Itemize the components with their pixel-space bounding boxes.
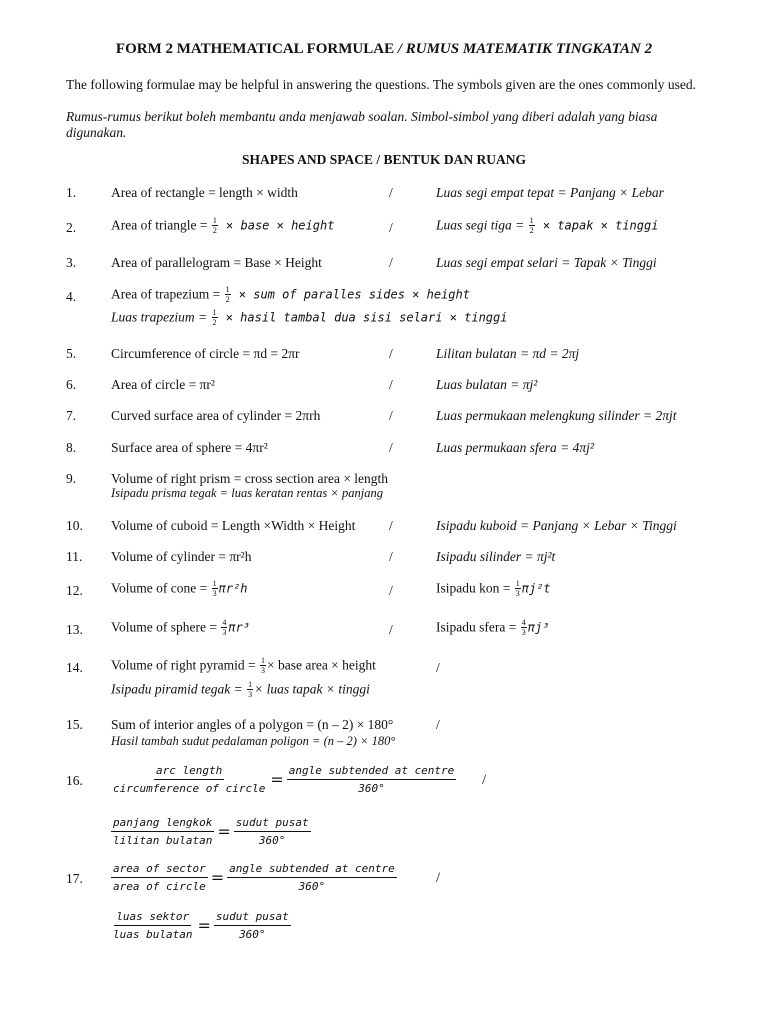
formula-malay: Luas permukaan sfera = 4πj² xyxy=(436,440,594,455)
formula-number: 6. xyxy=(66,377,77,392)
formula-english xyxy=(111,285,470,304)
formula-number: 9. xyxy=(66,471,77,486)
formula-text: Area of triangle = xyxy=(111,217,211,233)
formula-number: 7. xyxy=(66,408,77,423)
intro-english: The following formulae may be helpful in answering the questions. The symbols given are the ones commonly used. xyxy=(66,77,696,92)
formula-english: Surface area of sphere = 4πr² xyxy=(111,440,268,455)
ratio-english xyxy=(111,860,397,895)
formula-malay xyxy=(111,308,507,327)
formula-english: Area of circle = πr² xyxy=(111,377,215,392)
formula-number: 4. xyxy=(66,289,77,304)
fraction-denominator: 2 xyxy=(529,226,534,235)
fraction-numerator: area of sector xyxy=(111,860,208,878)
fraction-numerator: 1 xyxy=(248,680,253,689)
formula-malay xyxy=(111,680,370,699)
fraction-numerator: 1 xyxy=(212,308,217,317)
formula-english: Circumference of circle = πd = 2πr xyxy=(111,346,300,361)
formula-text: × tapak × tinggi xyxy=(535,218,659,233)
formula-text: πr²h xyxy=(218,581,248,596)
formula-number: 16. xyxy=(66,773,83,788)
fraction-numerator: arc length xyxy=(154,762,224,780)
formula-malay xyxy=(436,618,549,637)
fraction xyxy=(287,762,457,797)
fraction-numerator: panjang lengkok xyxy=(111,814,214,832)
formula-number: 11. xyxy=(66,549,83,564)
separator-slash: / xyxy=(389,440,393,455)
formula-malay: Luas bulatan = πj² xyxy=(436,377,538,392)
fraction xyxy=(111,908,194,943)
fraction-denominator: area of circle xyxy=(113,880,206,893)
fraction-denominator: 3 xyxy=(260,666,265,675)
separator-slash: / xyxy=(436,717,440,732)
fraction-denominator: 3 xyxy=(222,628,227,637)
formula-text: × base area × height xyxy=(266,657,376,673)
page-title xyxy=(0,41,768,58)
formula-row-17 xyxy=(0,860,768,950)
formula-row-4 xyxy=(0,285,768,335)
formula-text: πr³ xyxy=(228,620,251,635)
fraction-third xyxy=(212,579,218,598)
fraction-denominator: circumference of circle xyxy=(113,782,266,795)
fraction xyxy=(111,860,208,895)
fraction xyxy=(227,860,397,895)
title-italic: / RUMUS MATEMATIK TINGKATAN 2 xyxy=(394,41,653,57)
equals-sign: = xyxy=(197,916,211,935)
ratio-malay xyxy=(111,908,291,943)
formula-english: Volume of cylinder = πr²h xyxy=(111,549,252,564)
fraction-denominator: 360° xyxy=(239,928,266,941)
fraction-denominator: 3 xyxy=(212,589,217,598)
fraction-numerator: 1 xyxy=(260,656,265,665)
equals-sign: = xyxy=(270,770,284,789)
fraction-denominator: lilitan bulatan xyxy=(113,834,213,847)
formula-row-2 xyxy=(0,216,768,256)
formula-row-12 xyxy=(0,579,768,619)
formula-text: Luas segi tiga = xyxy=(436,217,528,233)
fraction-denominator: 3 xyxy=(248,690,253,699)
separator-slash: / xyxy=(436,660,440,675)
formula-text: Volume of sphere = xyxy=(111,619,221,635)
fraction-denominator: 360° xyxy=(258,834,286,847)
formula-english xyxy=(111,579,248,598)
formula-number: 10. xyxy=(66,518,83,533)
formula-english xyxy=(111,656,376,675)
fraction-third xyxy=(515,579,521,598)
formula-malay: Isipadu kuboid = Panjang × Lebar × Tinggi xyxy=(436,518,677,533)
formula-text: Isipadu kon = xyxy=(436,580,514,596)
formula-number: 17. xyxy=(66,871,83,886)
formula-text: Isipadu piramid tegak = xyxy=(111,681,247,697)
formula-number: 12. xyxy=(66,583,83,598)
fraction-half xyxy=(212,216,218,235)
fraction-third xyxy=(260,656,266,675)
fraction-numerator: 1 xyxy=(212,216,217,225)
formula-english: Area of rectangle = length × width xyxy=(111,185,298,200)
separator-slash: / xyxy=(389,518,393,533)
formula-number: 2. xyxy=(66,220,77,235)
formula-number: 8. xyxy=(66,440,77,455)
separator-slash: / xyxy=(389,185,393,200)
formula-number: 14. xyxy=(66,660,83,675)
fraction-numerator: sudut pusat xyxy=(214,908,291,926)
fraction-third xyxy=(247,680,253,699)
formula-english: Curved surface area of cylinder = 2πrh xyxy=(111,408,321,423)
formula-number: 15. xyxy=(66,717,83,732)
fraction xyxy=(111,814,214,849)
formula-malay: Luas segi empat selari = Tapak × Tinggi xyxy=(436,255,657,270)
separator-slash: / xyxy=(436,870,441,886)
fraction-denominator: 3 xyxy=(521,628,526,637)
equals-sign: = xyxy=(217,822,231,841)
formula-row-16 xyxy=(0,762,768,852)
fraction-denominator: 360° xyxy=(298,880,326,893)
formula-english: Volume of right prism = cross section area × length xyxy=(111,471,389,486)
fraction-numerator: 4 xyxy=(222,618,227,627)
formula-text: × luas tapak × tinggi xyxy=(254,681,370,697)
formula-text: × base × height xyxy=(218,218,335,233)
fraction-numerator: 1 xyxy=(515,579,520,588)
formula-malay: Isipadu silinder = πj²t xyxy=(436,549,556,564)
fraction-half xyxy=(212,308,218,327)
ratio-english xyxy=(111,762,456,797)
fraction-numerator: 1 xyxy=(225,285,230,294)
formula-malay: Isipadu prisma tegak = luas keratan rentas × panjang xyxy=(111,486,383,500)
separator-slash: / xyxy=(389,549,393,564)
fraction-denominator: 2 xyxy=(212,318,217,327)
intro-malay: Rumus-rumus berikut boleh membantu anda menjawab soalan. Simbol-simbol yang diberi adalah yang biasa digunakan. xyxy=(66,109,658,140)
formula-text: Volume of cone = xyxy=(111,580,211,596)
fraction-numerator: angle subtended at centre xyxy=(227,860,397,878)
formula-row-14 xyxy=(0,656,768,704)
separator-slash: / xyxy=(389,583,393,598)
formula-number: 5. xyxy=(66,346,77,361)
separator-slash: / xyxy=(389,255,393,270)
separator-slash: / xyxy=(389,346,393,361)
separator-slash: / xyxy=(389,622,393,637)
formula-malay: Hasil tambah sudut pedalaman poligon = (n – 2) × 180° xyxy=(111,734,396,748)
separator-slash: / xyxy=(389,408,393,423)
separator-slash: / xyxy=(482,772,487,788)
title-main: FORM 2 MATHEMATICAL FORMULAE xyxy=(115,41,395,57)
formula-english xyxy=(111,618,250,637)
formula-number: 1. xyxy=(66,185,77,200)
formula-text: πj³ xyxy=(527,620,550,635)
fraction-denominator: luas bulatan xyxy=(113,928,193,941)
formula-malay xyxy=(436,216,658,235)
formula-text: × sum of paralles sides × height xyxy=(231,287,470,302)
section-heading: SHAPES AND SPACE / BENTUK DAN RUANG xyxy=(241,152,527,167)
fraction xyxy=(234,814,311,849)
fraction-denominator: 3 xyxy=(515,589,520,598)
fraction xyxy=(111,762,267,797)
ratio-malay xyxy=(111,814,311,849)
fraction-denominator: 360° xyxy=(358,782,385,795)
fraction-four-thirds xyxy=(521,618,527,637)
formula-number: 3. xyxy=(66,255,77,270)
formula-text: πj²t xyxy=(521,581,551,596)
formula-english: Volume of cuboid = Length ×Width × Height xyxy=(111,518,356,533)
formula-row-13 xyxy=(0,618,768,658)
formula-malay: Lilitan bulatan = πd = 2πj xyxy=(436,346,580,361)
formula-malay: Luas permukaan melengkung silinder = 2πjt xyxy=(436,408,677,423)
formula-number: 13. xyxy=(66,622,83,637)
separator-slash: / xyxy=(389,220,393,235)
formula-text: Area of trapezium = xyxy=(111,286,224,302)
formula-row-9 xyxy=(0,471,768,511)
formula-text: × hasil tambal dua sisi selari × tinggi xyxy=(218,310,508,325)
formula-english: Area of parallelogram = Base × Height xyxy=(111,255,322,270)
fraction xyxy=(214,908,291,943)
fraction-half xyxy=(225,285,231,304)
formula-text: Luas trapezium = xyxy=(111,309,211,325)
formula-english xyxy=(111,216,334,235)
formula-malay: Luas segi empat tepat = Panjang × Lebar xyxy=(436,185,664,200)
fraction-numerator: 1 xyxy=(212,579,217,588)
fraction-four-thirds xyxy=(221,618,227,637)
fraction-numerator: angle subtended at centre xyxy=(287,762,457,780)
fraction-numerator: 1 xyxy=(529,216,534,225)
fraction-numerator: 4 xyxy=(521,618,526,627)
fraction-numerator: luas sektor xyxy=(114,908,191,926)
formula-text: Isipadu sfera = xyxy=(436,619,520,635)
formula-malay xyxy=(436,579,551,598)
fraction-denominator: 2 xyxy=(212,226,217,235)
formula-english: Sum of interior angles of a polygon = (n – 2) × 180° xyxy=(111,717,394,732)
formula-row-15 xyxy=(0,717,768,757)
fraction-denominator: 2 xyxy=(225,295,230,304)
formula-text: Volume of right pyramid = xyxy=(111,657,259,673)
equals-sign: = xyxy=(210,868,225,887)
separator-slash: / xyxy=(389,377,393,392)
fraction-numerator: sudut pusat xyxy=(234,814,311,832)
fraction-half xyxy=(529,216,535,235)
